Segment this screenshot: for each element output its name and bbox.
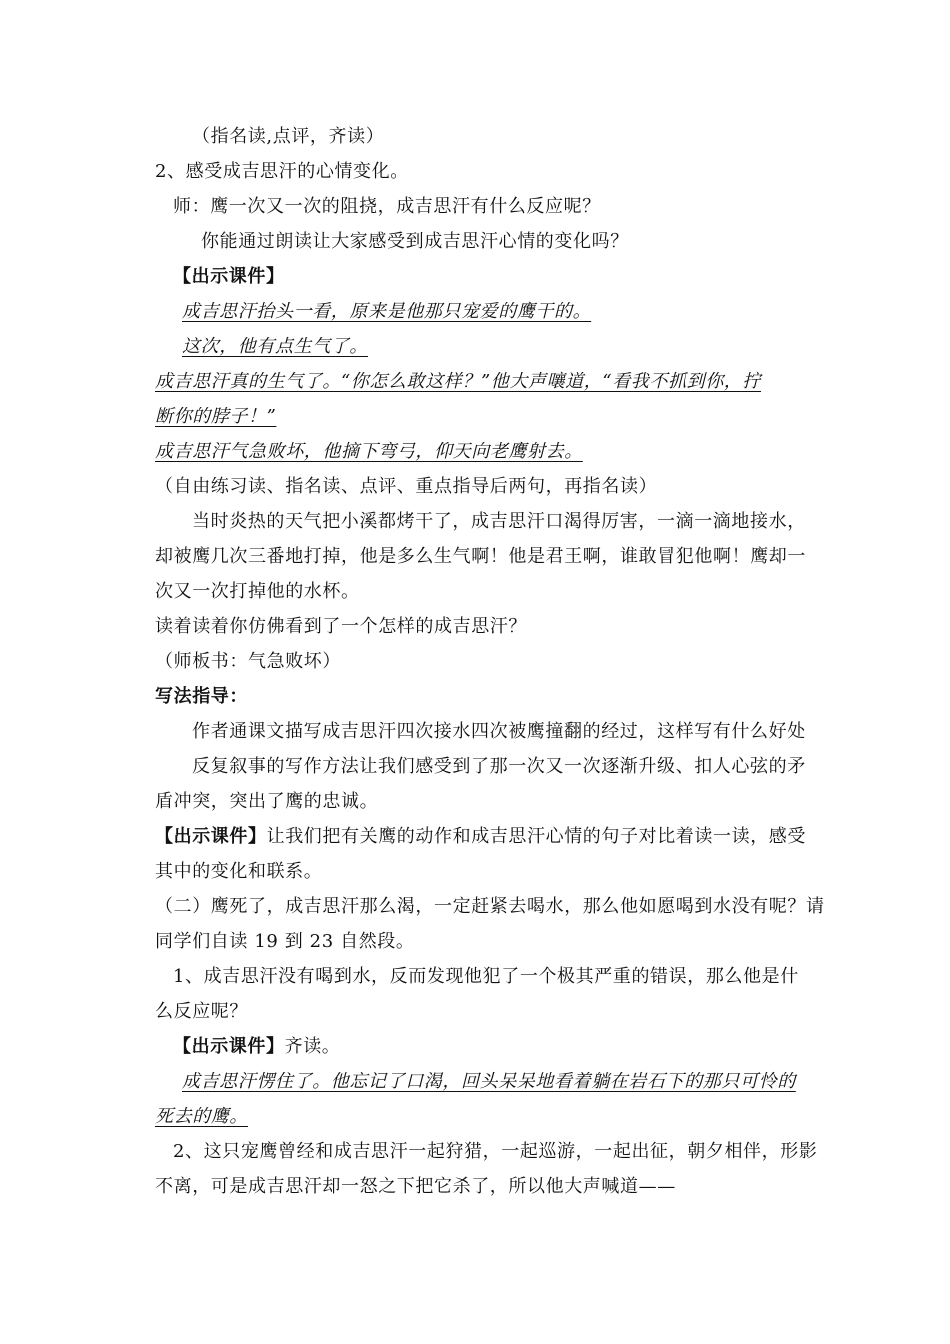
paragraph-line: （指名读,点评，齐读） [192, 126, 385, 147]
paragraph-line [173, 1034, 340, 1060]
paragraph-line: 反复叙事的写作方法让我们感受到了那一次又一次逐渐升级、扣人心弦的矛 [192, 756, 806, 777]
quoted-line: 成吉思汗真的生气了。“你怎么敢这样？”他大声嚷道，“看我不抓到你，拧 [155, 371, 762, 392]
section-heading: 2、感受成吉思汗的心情变化。 [155, 161, 409, 182]
paragraph-line: 1、成吉思汗没有喝到水，反而发现他犯了一个极其严重的错误，那么他是什 [173, 966, 799, 987]
quoted-line: 成吉思汗气急败坏，他摘下弯弓，仰天向老鹰射去。 [155, 441, 583, 462]
paragraph-line: 不离，可是成吉思汗却一怒之下把它杀了，所以他大声喊道—— [155, 1176, 676, 1197]
paragraph-line: 其中的变化和联系。 [155, 861, 323, 882]
paragraph-line: 师：鹰一次又一次的阻挠，成吉思汗有什么反应呢？ [173, 196, 601, 217]
paragraph-line: 次又一次打掉他的水杯。 [155, 581, 360, 602]
quoted-line: 成吉思汗抬头一看，原来是他那只宠爱的鹰干的。 [182, 301, 592, 322]
paragraph-line: 作者通课文描写成吉思汗四次接水四次被鹰撞翻的经过，这样写有什么好处 [192, 721, 806, 742]
paragraph-line: （二）鹰死了，成吉思汗那么渴，一定赶紧去喝水，那么他如愿喝到水没有呢？请 [155, 896, 825, 917]
paragraph-line: 读着读着你仿佛看到了一个怎样的成吉思汗？ [155, 616, 527, 637]
paragraph-line: 却被鹰几次三番地打掉，他是多么生气啊！他是君王啊，谁敢冒犯他啊！鹰却一 [155, 546, 806, 567]
paragraph-line [155, 824, 806, 850]
courseware-tag: 【出示课件】 [173, 266, 285, 287]
quoted-line: 这次，他有点生气了。 [182, 336, 368, 357]
paragraph-text: 齐读。 [284, 1036, 341, 1057]
quoted-line: 成吉思汗愣住了。他忘记了口渴，回头呆呆地看着躺在岩石下的那只可怜的 [182, 1071, 796, 1092]
courseware-tag: 【出示课件】 [173, 1036, 285, 1057]
paragraph-line: 么反应呢？ [155, 1001, 248, 1022]
paragraph-line: 盾冲突，突出了鹰的忠诚。 [155, 791, 379, 812]
paragraph-line: 2、这只宠鹰曾经和成吉思汗一起狩猎，一起巡游，一起出征，朝夕相伴，形影 [173, 1141, 818, 1162]
courseware-tag: 【出示课件】 [155, 826, 267, 847]
paragraph-text: 让我们把有关鹰的动作和成吉思汗心情的句子对比着读一读，感受 [266, 826, 807, 847]
paragraph-line: （自由练习读、指名读、点评、重点指导后两句，再指名读） [155, 476, 658, 497]
paragraph-line: （师板书：气急败坏） [155, 651, 341, 672]
section-heading: 写法指导： [155, 686, 248, 707]
paragraph-line: 你能通过朗读让大家感受到成吉思汗心情的变化吗？ [201, 231, 629, 252]
quoted-line: 断你的脖子！” [155, 406, 277, 427]
quoted-line: 死去的鹰。 [155, 1106, 248, 1127]
paragraph-line: 同学们自读 19 到 23 自然段。 [155, 931, 415, 952]
paragraph-line: 当时炎热的天气把小溪都烤干了，成吉思汗口渴得厉害，一滴一滴地接水， [192, 511, 806, 532]
